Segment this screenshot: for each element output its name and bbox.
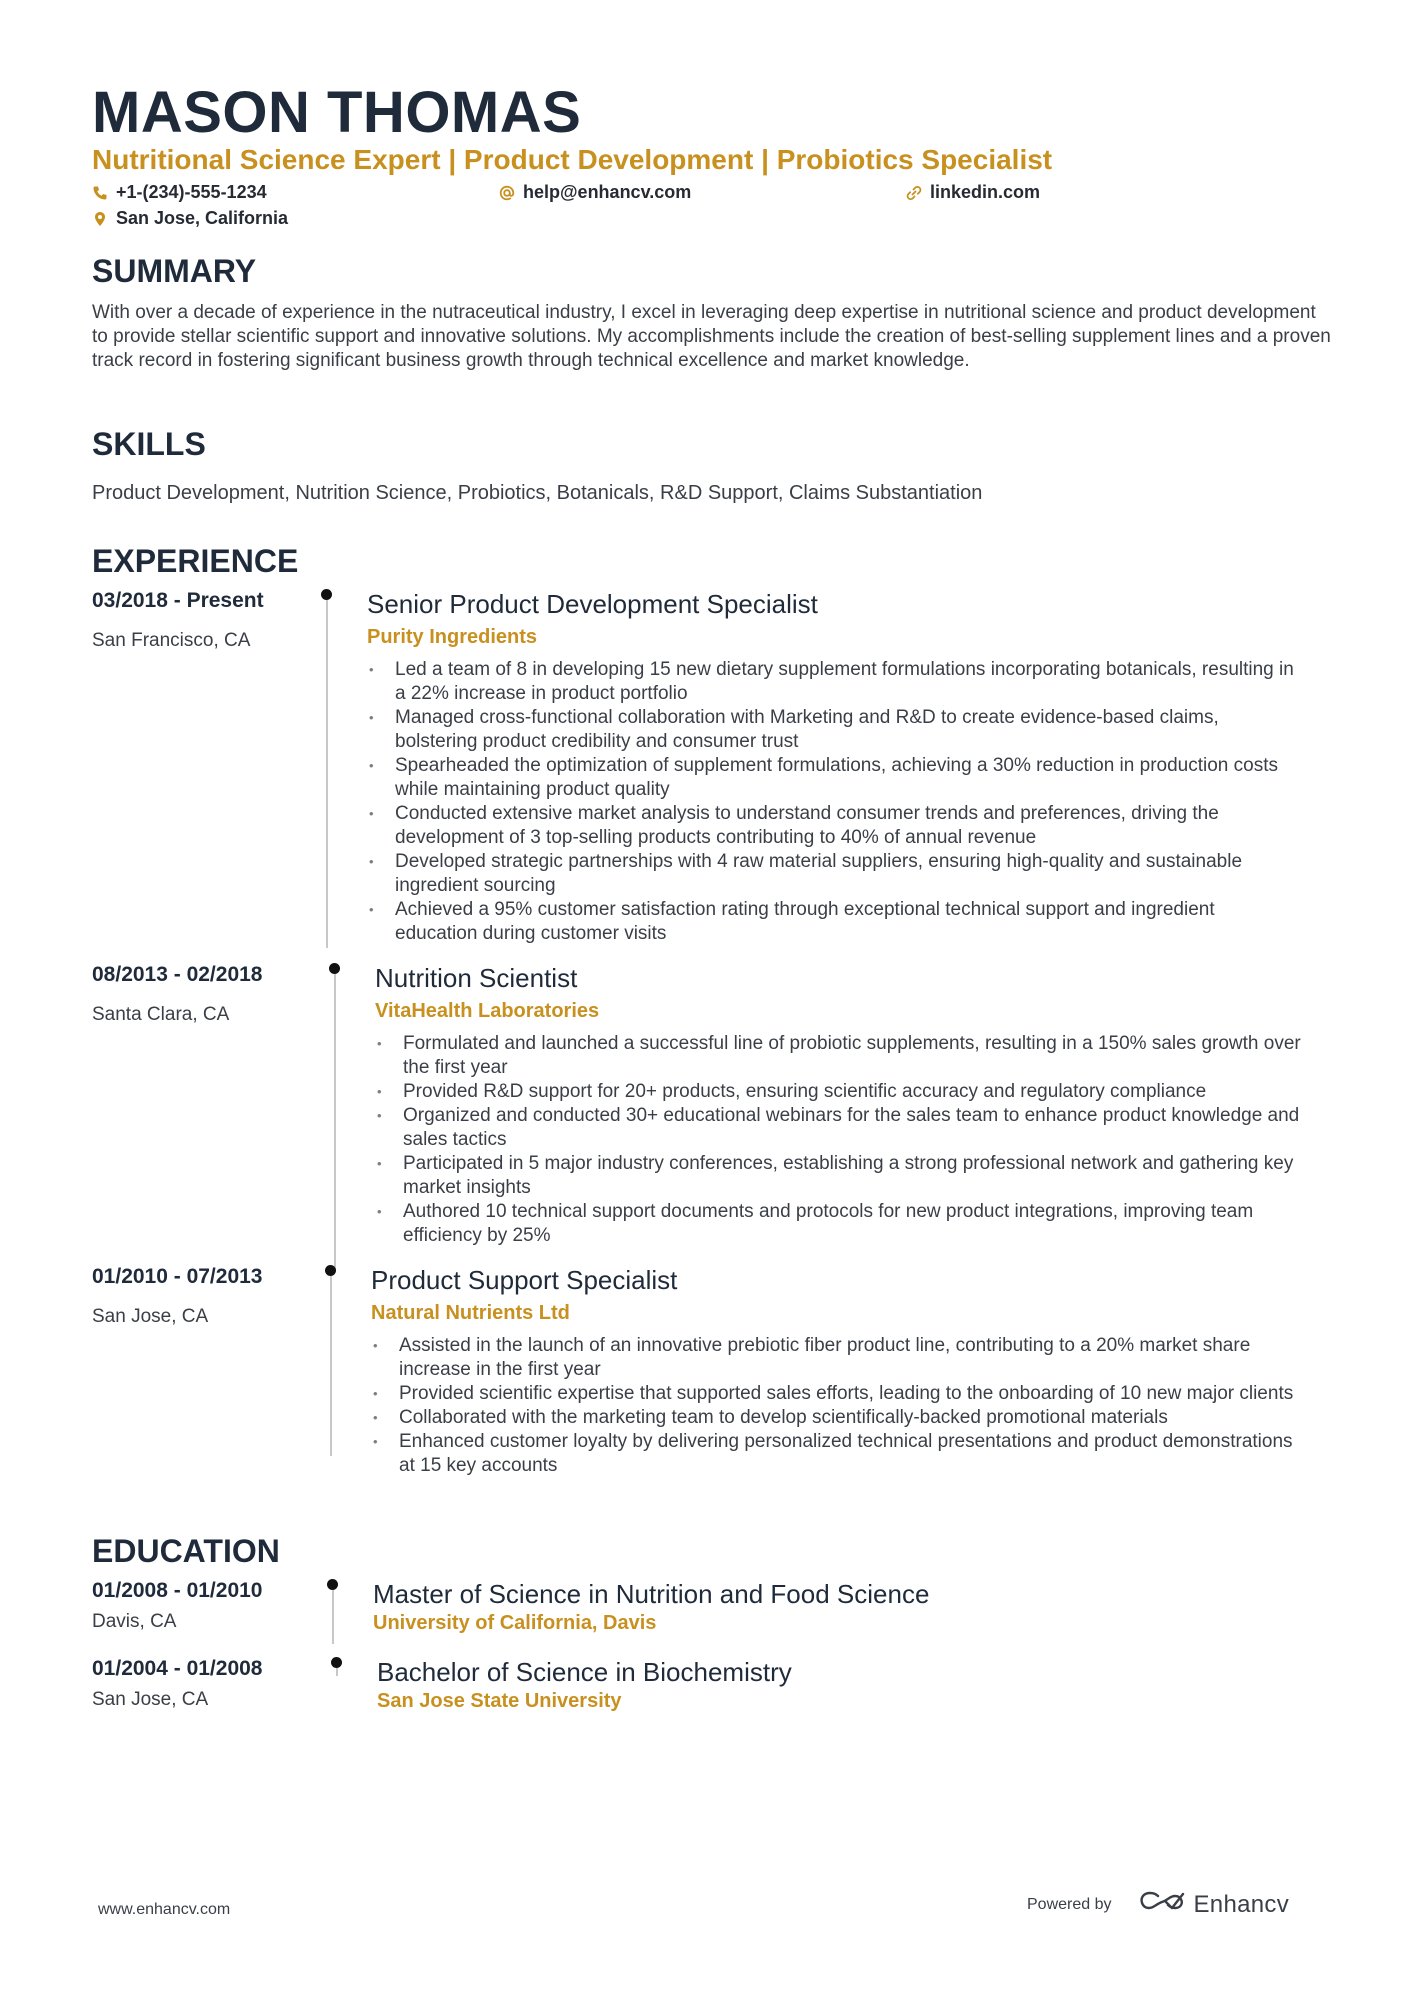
job-title: Senior Product Development Specialist: [367, 589, 818, 619]
candidate-tagline: Nutritional Science Expert | Product Development | Probiotics Specialist: [92, 144, 1053, 175]
footer-branding[interactable]: [1027, 1890, 1289, 1919]
experience-heading: EXPERIENCE: [92, 543, 299, 579]
bullet-item: • Provided scientific expertise that supported sales efforts, leading to the onboarding of 10 new major clients: [371, 1382, 1301, 1406]
timeline-line: [332, 1590, 334, 1644]
job-bullets: [375, 1032, 1305, 1248]
job-date: 01/2010 - 07/2013: [92, 1265, 263, 1288]
contact-linkedin[interactable]: [906, 181, 1040, 203]
contact-email[interactable]: [499, 181, 691, 203]
timeline-line: [336, 1668, 338, 1676]
skills-list: Product Development, Nutrition Science, Probiotics, Botanicals, R&D Support, Claims Substantiation: [92, 482, 983, 504]
job-location: San Francisco, CA: [92, 630, 251, 651]
bullet-item: • Led a team of 8 in developing 15 new dietary supplement formulations incorporating botanicals, resulting in a 22% increase in product portfolio: [367, 658, 1297, 706]
job-bullets: [371, 1334, 1301, 1478]
bullet-item: • Organized and conducted 30+ educational webinars for the sales team to enhance product knowledge and sales tactics: [375, 1104, 1305, 1152]
company-name: VitaHealth Laboratories: [375, 1000, 600, 1022]
bullet-item: • Authored 10 technical support documents and protocols for new product integrations, improving team efficiency by 25%: [375, 1200, 1305, 1248]
at-icon: [499, 184, 515, 200]
degree-title: Master of Science in Nutrition and Food Science: [373, 1579, 930, 1609]
bullet-item: • Participated in 5 major industry conferences, establishing a strong professional network and gathering key market insights: [375, 1152, 1305, 1200]
timeline-line: [334, 974, 336, 1270]
job-location: Santa Clara, CA: [92, 1004, 230, 1025]
skills-heading: SKILLS: [92, 426, 206, 462]
bullet-item: • Provided R&D support for 20+ products, ensuring scientific accuracy and regulatory compliance: [375, 1080, 1305, 1104]
timeline-line: [326, 600, 328, 948]
job-bullets: [367, 658, 1297, 946]
bullet-item: • Achieved a 95% customer satisfaction rating through exceptional technical support and ingredient education during customer visits: [367, 898, 1297, 946]
phone-icon: [92, 184, 108, 200]
footer-website-link[interactable]: www.enhancv.com: [98, 1901, 231, 1918]
degree-title: Bachelor of Science in Biochemistry: [377, 1657, 792, 1687]
timeline-dot: [329, 963, 340, 974]
education-heading: EDUCATION: [92, 1533, 280, 1569]
enhancv-logo-icon: [1138, 1890, 1186, 1919]
link-icon: [906, 184, 922, 200]
company-name: Purity Ingredients: [367, 626, 538, 648]
phone-number: +1-(234)-555-1234: [116, 182, 267, 202]
company-name: Natural Nutrients Ltd: [371, 1302, 570, 1324]
contact-location: [92, 207, 288, 229]
location-pin-icon: [92, 210, 108, 226]
timeline-dot: [321, 589, 332, 600]
bullet-item: • Conducted extensive market analysis to understand consumer trends and preferences, driving the development of 3 top-selling products contributing to 40% of annual revenue: [367, 802, 1297, 850]
bullet-item: • Formulated and launched a successful line of probiotic supplements, resulting in a 150% sales growth over the first year: [375, 1032, 1305, 1080]
timeline-dot: [327, 1579, 338, 1590]
powered-by-label: Powered by: [1027, 1895, 1112, 1913]
bullet-item: • Developed strategic partnerships with 4 raw material suppliers, ensuring high-quality and sustainable ingredient sourcing: [367, 850, 1297, 898]
education-location: San Jose, CA: [92, 1689, 209, 1710]
timeline-dot: [325, 1265, 336, 1276]
summary-text: With over a decade of experience in the nutraceutical industry, I excel in leveraging deep expertise in nutritional science and product development to provide stellar scientific support and innovative solutions. My accomplishments include the creation of best-selling supplement lines and a proven track record in fostering significant business growth through technical excellence and market knowledge.: [92, 302, 1331, 371]
education-date: 01/2008 - 01/2010: [92, 1579, 263, 1602]
candidate-name: MASON THOMAS: [92, 80, 582, 145]
school-name: University of California, Davis: [373, 1612, 657, 1634]
bullet-item: • Collaborated with the marketing team to develop scientifically-backed promotional materials: [371, 1406, 1301, 1430]
email-address: help@enhancv.com: [523, 182, 692, 202]
job-date: 03/2018 - Present: [92, 589, 264, 612]
job-date: 08/2013 - 02/2018: [92, 963, 263, 986]
enhancv-brand-name: Enhancv: [1193, 1890, 1289, 1918]
summary-heading: SUMMARY: [92, 253, 257, 289]
school-name: San Jose State University: [377, 1690, 622, 1712]
contact-phone[interactable]: [92, 181, 267, 203]
timeline-line: [330, 1276, 332, 1456]
bullet-item: • Enhanced customer loyalty by delivering personalized technical presentations and product demonstrations at 15 key accounts: [371, 1430, 1301, 1478]
bullet-item: • Spearheaded the optimization of supplement formulations, achieving a 30% reduction in production costs while maintaining product quality: [367, 754, 1297, 802]
timeline-dot: [331, 1657, 342, 1668]
job-title: Product Support Specialist: [371, 1265, 678, 1295]
education-date: 01/2004 - 01/2008: [92, 1657, 263, 1680]
job-location: San Jose, CA: [92, 1306, 209, 1327]
bullet-item: • Managed cross-functional collaboration with Marketing and R&D to create evidence-based claims, bolstering product credibility and consumer trust: [367, 706, 1297, 754]
bullet-item: • Assisted in the launch of an innovative prebiotic fiber product line, contributing to a 20% market share increase in the first year: [371, 1334, 1301, 1382]
education-location: Davis, CA: [92, 1611, 177, 1632]
job-title: Nutrition Scientist: [375, 963, 578, 993]
location-text: San Jose, California: [116, 208, 289, 228]
linkedin-url: linkedin.com: [930, 182, 1041, 202]
